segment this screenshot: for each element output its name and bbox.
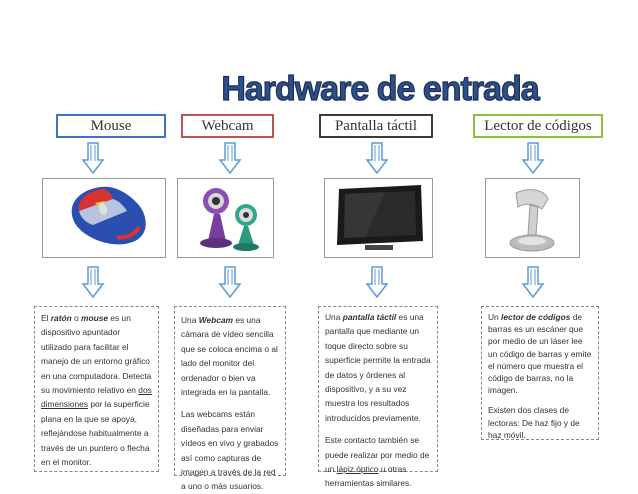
down-arrow-icon (82, 266, 104, 298)
down-arrow-icon (366, 266, 388, 298)
diagram-title-text: Hardware de entrada (221, 70, 539, 108)
webcam-image (177, 178, 274, 258)
webcam-icon (178, 179, 273, 257)
heading-mouse: Mouse (56, 114, 166, 138)
webcam-description-p2: Las webcams están diseñadas para enviar vídeos en vivo y grabados así como capturas de imagen a través de la red a uno o más usuarios. (181, 409, 279, 492)
touchscreen-description-p1: Una pantalla táctil es una pantalla que mediante un toque directo sobre su superficie permite la entrada de datos y órdenes al dispositivo, y a su vez muestra los resultados introducidos previamente. (325, 312, 431, 423)
barcode-reader-description (481, 306, 599, 440)
touchscreen-description (318, 306, 438, 489)
heading-webcam: Webcam (181, 114, 274, 138)
touchscreen-icon (325, 179, 432, 257)
mouse-image (42, 178, 166, 258)
down-arrow-icon (219, 142, 241, 174)
barcode-reader-description-p2: Existen dos clases de lectoras: De haz fijo y de haz móvil. (488, 405, 580, 440)
heading-touchscreen: Pantalla táctil (319, 114, 433, 138)
down-arrow-icon (522, 266, 544, 298)
webcam-description-p1: Una Webcam es una cámara de vídeo sencilla que se coloca encima o al lado del monitor del ordenador o bien va integrada en la pantalla. (181, 315, 278, 398)
down-arrow-icon (522, 142, 544, 174)
touchscreen-description-p2: Este contacto también se puede realizar por medio de un lápiz óptico u otras herramientas similares. (325, 435, 430, 489)
mouse-description-text: El ratón o mouse es un dispositivo apuntador utilizado para facilitar el manejo de un entorno gráfico en una computadora. Detecta su movimiento relativo en dos dimensiones por la superficie plana en la que se apoya, reflejándose habitualmente a través de un puntero o flecha en el monitor. (41, 313, 152, 468)
barcode-reader-image (485, 178, 580, 258)
down-arrow-icon (366, 142, 388, 174)
touchscreen-image (324, 178, 433, 258)
webcam-description (174, 306, 286, 492)
barcode-scanner-icon (486, 179, 579, 257)
down-arrow-icon (219, 266, 241, 298)
mouse-description (34, 306, 159, 472)
down-arrow-icon (82, 142, 104, 174)
heading-barcode-reader: Lector de códigos (473, 114, 603, 138)
mouse-icon (43, 179, 165, 257)
barcode-reader-description-p1: Un lector de códigos de barras es un escáner que por medio de un láser lee un código de barras y emite el número que muestra el código de barras, no la imagen. (488, 312, 592, 396)
diagram-title (221, 62, 539, 112)
